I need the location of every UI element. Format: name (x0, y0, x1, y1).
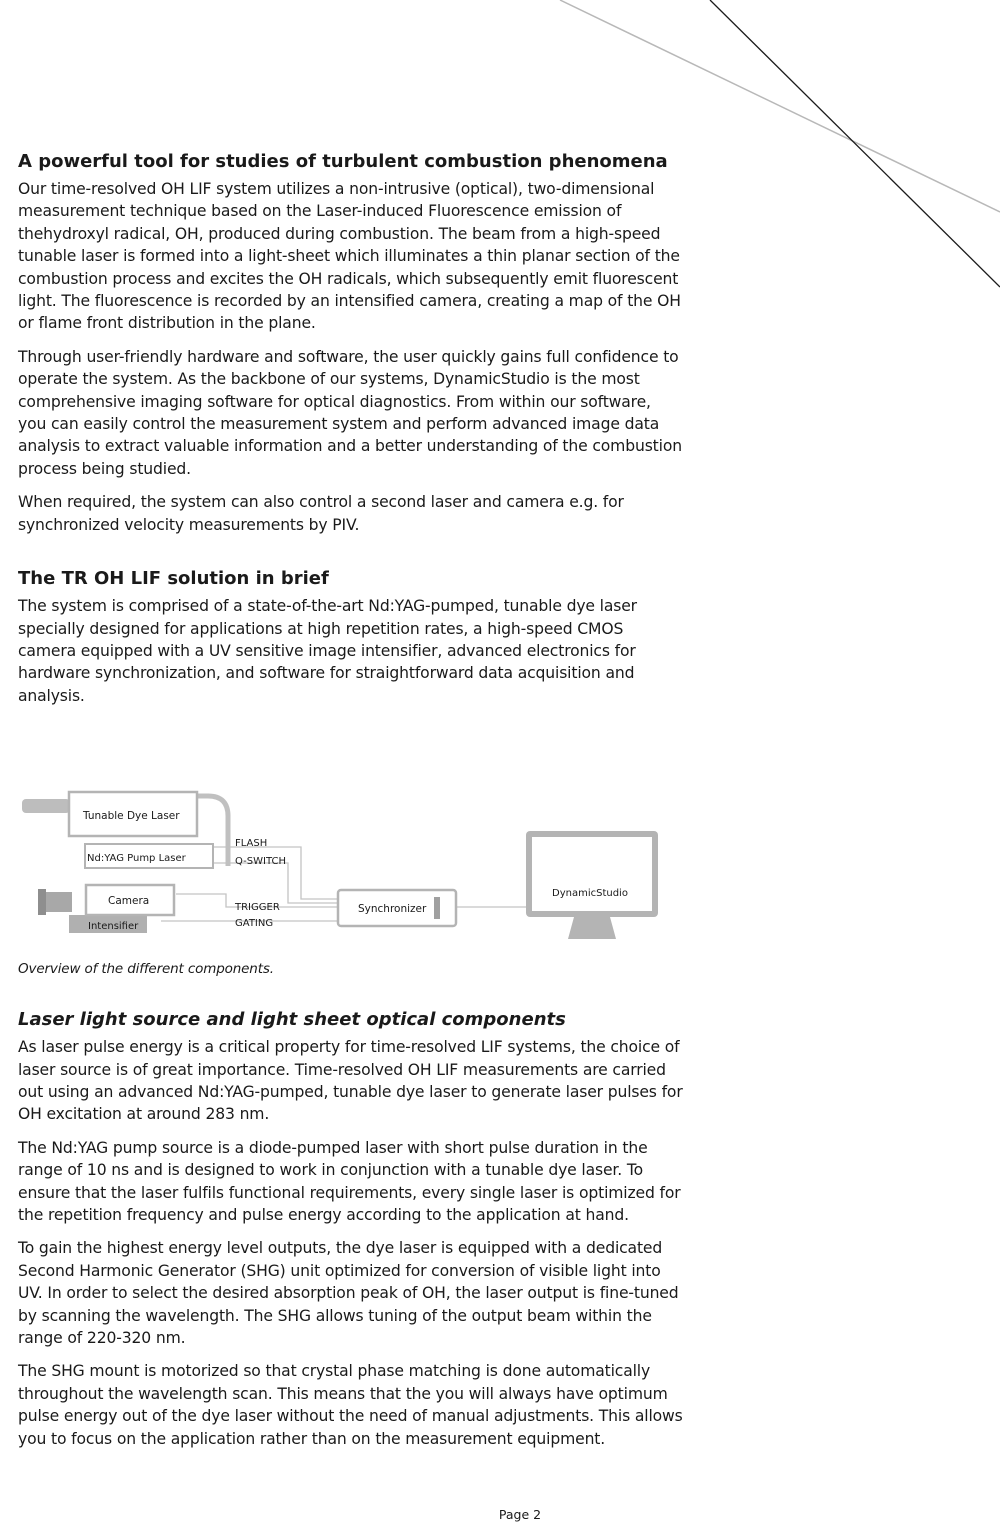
black-diagonal-line (710, 0, 1000, 287)
synchronizer (338, 890, 456, 926)
monitor-stand (568, 917, 616, 939)
synchronizer-led (434, 897, 440, 919)
qswitch-label: Q-SWITCH (235, 856, 286, 868)
monitor (526, 831, 658, 939)
page-content (18, 150, 683, 1461)
section-heading-turbulent-combustion: A powerful tool for studies of turbulent combustion phenomena (18, 151, 668, 172)
camera-unit (38, 885, 174, 933)
page-number: Page 2 (498, 1507, 542, 1522)
components-diagram (16, 784, 681, 954)
gating-label: GATING (235, 918, 274, 930)
camera-lens-ring (38, 889, 46, 915)
flash-line (214, 847, 338, 899)
qswitch-line (214, 863, 338, 903)
diagram-caption: Overview of the different components. (18, 961, 274, 978)
paragraph: The Nd:YAG pump source is a diode-pumped laser with short pulse duration in the range of 10 ns and is designed to work in conjunction with a tunable dye laser. To ensure that the laser fulfils functional requirements, every single laser is optimized for the repetition frequency and pulse energy according to the application at hand. (18, 1138, 681, 1224)
paragraph: As laser pulse energy is a critical property for time-resolved LIF systems, the choice of laser source is of great importance. Time-resolved OH LIF measurements are carried out using an advanced Nd:YAG-pumped, tunable dye laser to generate laser pulses for OH excitation at around 283 nm. (18, 1038, 683, 1124)
dye-laser-label: Tunable Dye Laser (83, 810, 180, 823)
paragraph: The system is comprised of a state-of-the-art Nd:YAG-pumped, tunable dye laser specially designed for applications at high repetition rates, a high-speed CMOS camera equipped with a UV sensitive image intensifier, advanced electronics for hardware synchronization, and software for straightforward data acquisition and analysis. (18, 597, 637, 705)
camera-lens (46, 892, 72, 912)
dye-laser-output-tube (22, 799, 70, 813)
camera-label: Camera (108, 895, 150, 908)
pump-laser-label: Nd:YAG Pump Laser (87, 853, 186, 865)
section-heading-laser-light-source: Laser light source and light sheet optical components (18, 1009, 566, 1031)
synchronizer-label: Synchronizer (358, 903, 427, 916)
paragraph: To gain the highest energy level outputs, the dye laser is equipped with a dedicated Second Harmonic Generator (SHG) unit optimized for conversion of visible light into UV. In order to select the desired absorption peak of OH, the laser output is fine-tuned by scanning the wavelength. The SHG allows tuning of the output beam within the range of 220-320 nm. (18, 1239, 679, 1347)
monitor-screen (532, 837, 652, 911)
paragraph: Through user-friendly hardware and software, the user quickly gains full confidence to operate the system. As the backbone of our systems, DynamicStudio is the most comprehensive imaging software for optical diagnostics. From within our software, you can easily control the measurement system and perform advanced image data analysis to extract valuable information and a better understanding of the combustion process being studied. (18, 347, 682, 478)
paragraph: Our time-resolved OH LIF system utilizes a non-intrusive (optical), two-dimensional measurement technique based on the Laser-induced Fluorescence emission of thehydroxyl radical, OH, produced during combustion. The beam from a high-speed tunable laser is formed into a light-sheet which illuminates a thin planar section of the combustion process and excites the OH radicals, which subsequently emit fluorescent light. The fluorescence is recorded by an intensified camera, creating a map of the OH or flame front distribution in the plane. (18, 180, 681, 333)
intensifier-label: Intensifier (88, 921, 139, 933)
flash-label: FLASH (235, 838, 268, 850)
paragraph: The SHG mount is motorized so that crystal phase matching is done automatically throughout the wavelength scan. This means that the you will always have optimum pulse energy out of the dye laser without the need of manual adjustments. This allows you to focus on the application rather than on the measurement equipment. (18, 1362, 683, 1448)
trigger-label: TRIGGER (235, 902, 280, 914)
dynamicstudio-label: DynamicStudio (552, 888, 628, 900)
paragraph: When required, the system can also control a second laser and camera e.g. for synchronized velocity measurements by PIV. (18, 493, 624, 534)
components-diagram-svg (16, 784, 681, 954)
section-heading-solution-in-brief: The TR OH LIF solution in brief (18, 568, 329, 590)
pump-laser (85, 844, 213, 868)
